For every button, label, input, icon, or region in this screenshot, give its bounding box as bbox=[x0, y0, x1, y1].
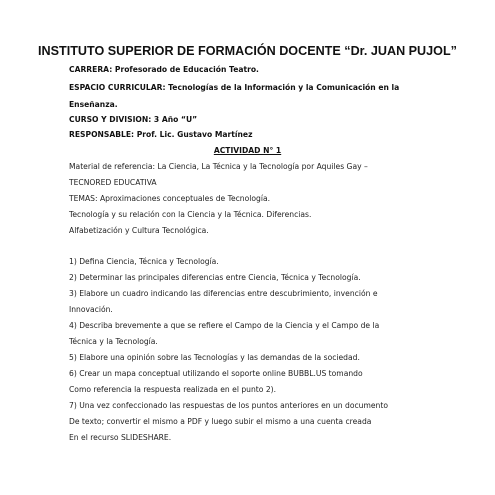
temas-line-3: Alfabetización y Cultura Tecnológica. bbox=[69, 226, 209, 235]
activity-item: Innovación. bbox=[69, 305, 113, 314]
activity-item: 3) Elabore un cuadro indicando las diferencias entre descubrimiento, invención e bbox=[69, 289, 378, 298]
activity-item: En el recurso SLIDESHARE. bbox=[69, 433, 172, 442]
activity-item: 7) Una vez confeccionado las respuestas de los puntos anteriores en un documento bbox=[69, 401, 388, 410]
curso-line: CURSO Y DIVISION: 3 Año “U” bbox=[69, 115, 198, 124]
material-line-2: TECNORED EDUCATIVA bbox=[69, 178, 157, 187]
carrera-line: CARRERA: Profesorado de Educación Teatro. bbox=[69, 65, 259, 74]
espacio-curricular-line-2: Enseñanza. bbox=[69, 100, 118, 109]
espacio-curricular-line-1: ESPACIO CURRICULAR: Tecnologías de la Información y la Comunicación en la bbox=[69, 83, 400, 92]
activity-item: 1) Defina Ciencia, Técnica y Tecnología. bbox=[69, 257, 219, 266]
activity-item: 5) Elabore una opinión sobre las Tecnologías y las demandas de la sociedad. bbox=[69, 353, 360, 362]
activity-item: 6) Crear un mapa conceptual utilizando el soporte online BUBBL.US tomando bbox=[69, 369, 363, 378]
responsable-line: RESPONSABLE: Prof. Lic. Gustavo Martínez bbox=[69, 130, 253, 139]
material-line-1: Material de referencia: La Ciencia, La Técnica y la Tecnología por Aquiles Gay – bbox=[69, 162, 368, 171]
activity-item: 4) Describa brevemente a que se refiere el Campo de la Ciencia y el Campo de la bbox=[69, 321, 380, 330]
activity-item: 2) Determinar las principales diferencias entre Ciencia, Técnica y Tecnología. bbox=[69, 273, 361, 282]
temas-line-2: Tecnología y su relación con la Ciencia y la Técnica. Diferencias. bbox=[69, 210, 312, 219]
actividad-heading: ACTIVIDAD N° 1 bbox=[213, 146, 282, 155]
activity-item: De texto; convertir el mismo a PDF y luego subir el mismo a una cuenta creada bbox=[69, 417, 372, 426]
temas-line-1: TEMAS: Aproximaciones conceptuales de Tecnología. bbox=[69, 194, 271, 203]
document-title: INSTITUTO SUPERIOR DE FORMACIÓN DOCENTE “Dr. JUAN PUJOL” bbox=[38, 44, 457, 58]
activity-item: Técnica y la Tecnología. bbox=[69, 337, 158, 346]
activity-item: Como referencia la respuesta realizada en el punto 2). bbox=[69, 385, 277, 394]
